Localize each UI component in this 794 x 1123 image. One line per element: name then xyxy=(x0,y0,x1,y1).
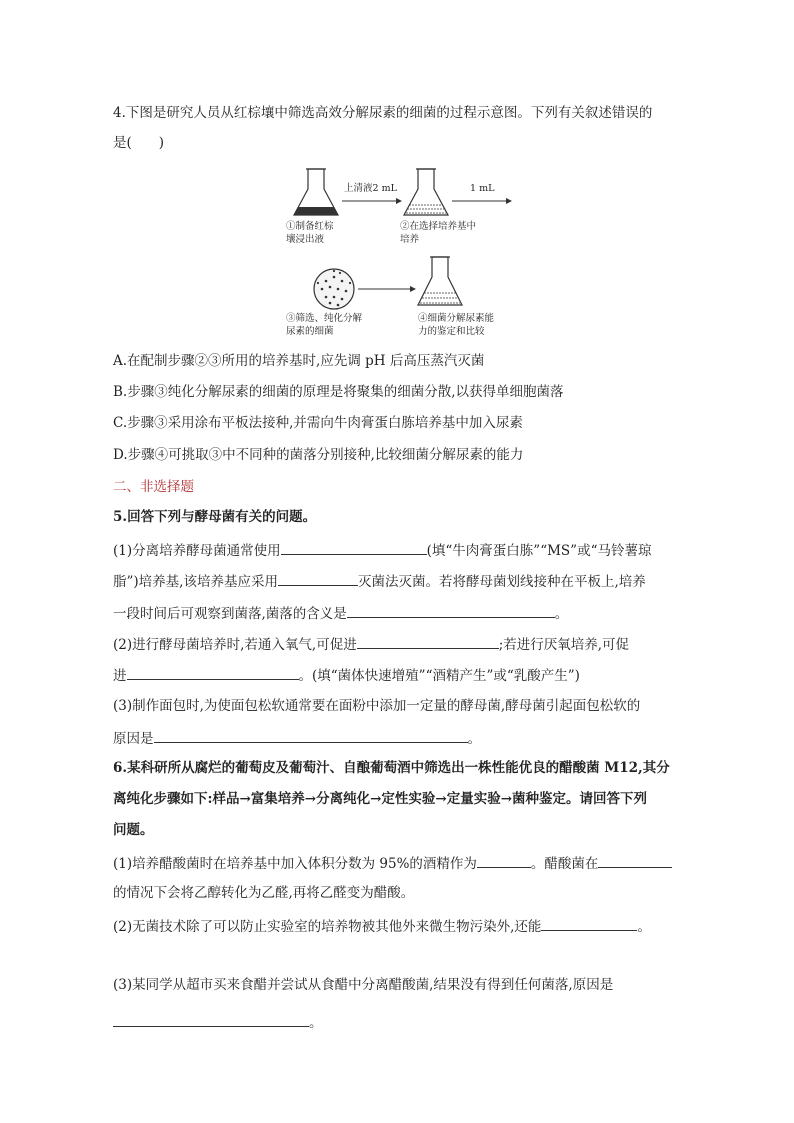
q4-stem-line1: 4.下图是研究人员从红棕壤中筛选高效分解尿素的细菌的过程示意图。下列有关叙述错误的 xyxy=(113,105,653,121)
q6-part3-line2 xyxy=(113,1012,323,1032)
step3-caption-line2: 尿素的细菌 xyxy=(286,326,334,337)
q5-p1-text-e: 一段时间后可观察到菌落,菌落的含义是 xyxy=(113,606,347,622)
q5-part1-line1 xyxy=(113,540,651,560)
q6-stem-line1: 6.某科研所从腐烂的葡萄皮及葡萄汁、自酿葡萄酒中筛选出一株性能优良的醋酸菌 M12,其分 xyxy=(113,760,670,776)
flask-4-icon xyxy=(418,257,462,305)
q5-part1-line3 xyxy=(113,603,568,623)
q6-part1-line1 xyxy=(113,853,672,873)
flask-1-icon xyxy=(294,169,338,215)
q6-p2-text-b: 。 xyxy=(637,919,651,935)
q5-p2-text-d: 。(填“菌体快速增殖”“酒精产生”或“乳酸产生”) xyxy=(298,668,580,684)
q6-p2-blank[interactable] xyxy=(541,916,637,931)
step2-caption-line1: ②在选择培养基中 xyxy=(400,221,477,232)
q5-p1-blank-1[interactable] xyxy=(281,540,427,555)
petri-dish-icon xyxy=(314,269,354,309)
arrow-3-icon xyxy=(358,286,416,292)
q4-option-b: B.步骤③纯化分解尿素的细菌的原理是将聚集的细菌分散,以获得单细胞菌落 xyxy=(113,384,564,400)
q4-option-a: A.在配制步骤②③所用的培养基时,应先调 pH 后高压蒸汽灭菌 xyxy=(113,353,485,369)
q5-p2-blank-2[interactable] xyxy=(127,665,299,680)
q5-stem: 5.回答下列与酵母菌有关的问题。 xyxy=(113,509,317,525)
q5-part2-line1 xyxy=(113,634,629,654)
q5-p1-text-f: 。 xyxy=(554,606,569,622)
q5-part2-line2 xyxy=(113,665,580,685)
q5-p1-blank-3[interactable] xyxy=(347,603,555,618)
q5-p2-text-b: ;若进行厌氧培养,可促 xyxy=(498,637,630,653)
q6-stem-line2: 离纯化步骤如下:样品→富集培养→分离纯化→定性实验→定量实验→菌种鉴定。请回答下列 xyxy=(113,791,648,807)
q6-stem-line3: 问题。 xyxy=(113,822,154,838)
step2-caption-line2: 培养 xyxy=(400,234,420,245)
q6-p1-blank-2[interactable] xyxy=(598,853,672,868)
q5-p1-blank-2[interactable] xyxy=(278,571,358,586)
q5-p3-text-c: 。 xyxy=(467,731,481,747)
step4-caption-line1: ④细菌分解尿素能 xyxy=(418,313,495,324)
q6-part2 xyxy=(113,916,651,936)
q5-part1-line2 xyxy=(113,571,646,591)
arrow-1-icon xyxy=(342,198,402,204)
q5-p1-text-c: 脂”)培养基,该培养基应采用 xyxy=(113,574,278,590)
q5-p2-text-c: 进 xyxy=(113,668,127,684)
q5-p1-text-a: (1)分离培养酵母菌通常使用 xyxy=(113,543,281,559)
q4-option-c: C.步骤③采用涂布平板法接种,并需向牛肉膏蛋白胨培养基中加入尿素 xyxy=(113,415,523,431)
q5-p3-text-b: 原因是 xyxy=(113,731,154,747)
q5-part3-line1: (3)制作面包时,为使面包松软通常要在面粉中添加一定量的酵母菌,酵母菌引起面包松软的 xyxy=(113,698,641,714)
q5-p1-text-d: 灭菌法灭菌。若将酵母菌划线接种在平板上,培养 xyxy=(357,574,646,590)
section-heading: 二、非选择题 xyxy=(113,479,194,495)
q5-p1-text-b: (填“牛肉膏蛋白胨”“MS”或“马铃薯琼 xyxy=(426,543,652,559)
q6-p3-blank[interactable] xyxy=(113,1012,309,1027)
arrow-1-label: 上清液2 mL xyxy=(344,183,397,194)
q6-p2-text-a: (2)无菌技术除了可以防止实验室的培养物被其他外来微生物污染外,还能 xyxy=(113,919,542,935)
q4-figure xyxy=(280,163,520,343)
step3-caption-line1: ③筛选、纯化分解 xyxy=(286,313,363,324)
q6-p1-text-a: (1)培养醋酸菌时在培养基中加入体积分数为 95%的酒精作为 xyxy=(113,856,477,872)
q5-p3-blank[interactable] xyxy=(154,728,468,743)
q5-p2-text-a: (2)进行酵母菌培养时,若通入氧气,可促进 xyxy=(113,637,357,653)
q6-p1-text-b: 。醋酸菌在 xyxy=(530,856,599,872)
q5-part3-line2 xyxy=(113,728,481,748)
q4-stem-line2: 是( ) xyxy=(113,135,165,151)
q6-part3-line1: (3)某同学从超市买来食醋并尝试从食醋中分离醋酸菌,结果没有得到任何菌落,原因是 xyxy=(113,977,614,993)
arrow-2-icon xyxy=(452,198,512,204)
q6-p3-text-b: 。 xyxy=(309,1015,323,1031)
q4-option-d: D.步骤④可挑取③中不同种的菌落分别接种,比较细菌分解尿素的能力 xyxy=(113,447,524,463)
q6-p1-blank-1[interactable] xyxy=(477,853,531,868)
q6-part1-line2: 的情况下会将乙醇转化为乙醛,再将乙醛变为醋酸。 xyxy=(113,885,415,901)
step1-caption-line2: 壤浸出液 xyxy=(286,234,325,245)
q5-p2-blank-1[interactable] xyxy=(357,634,499,649)
arrow-2-label: 1 mL xyxy=(470,183,495,194)
flask-2-icon xyxy=(404,169,448,215)
step4-caption-line2: 力的鉴定和比较 xyxy=(418,326,485,337)
step1-caption-line1: ①制备红棕 xyxy=(286,221,334,232)
